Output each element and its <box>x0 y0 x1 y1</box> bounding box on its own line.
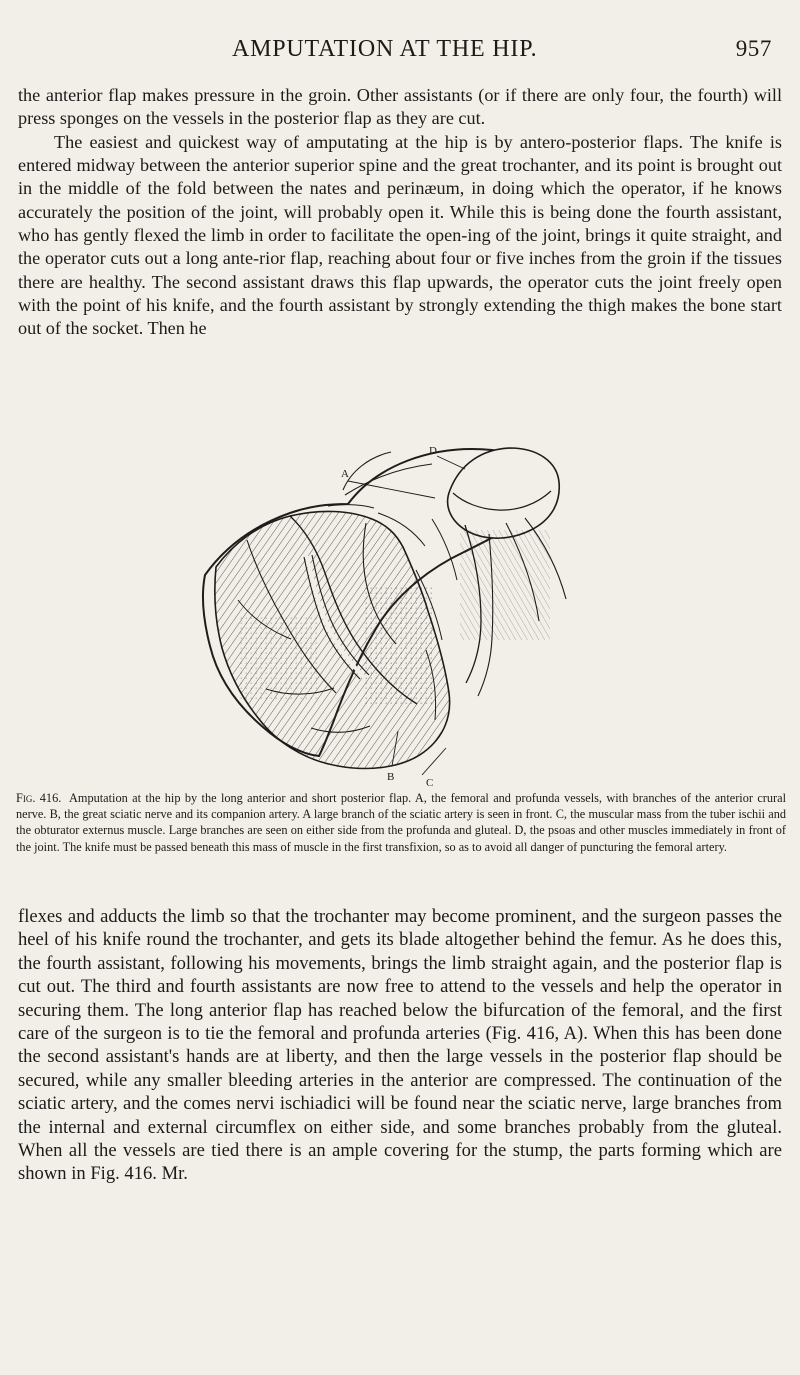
figure-caption <box>16 790 786 855</box>
text-block-top <box>18 84 782 341</box>
running-header <box>70 36 782 70</box>
figure-caption-text: Amputation at the hip by the long anterior and short posterior flap. A, the femoral and profunda vessels, with branches of the anterior crural nerve. B, the great sciatic nerve and its companion artery. A large branch of the sciatic artery is seen in front. C, the muscular mass from the tuber ischii and the obturator externus muscle. Large branches are seen on either side from the profunda and gluteal. D, the psoas and other muscles immediately in front of the joint. The knife must be passed beneath this mass of muscle in the first transfixion, so as to avoid all danger of puncturing the femoral artery. <box>16 791 786 854</box>
label-c: C <box>426 777 434 789</box>
paragraph-continuation-bottom: flexes and adducts the limb so that the trochanter may become prominent, and the surgeon passes the heel of his knife round the trochanter, and gets its blade altogether behind the femur. As he does this, the fourth assistant, following his movements, brings the limb straight again, and the posterior flap is cut out. The third and fourth assistants are now free to attend to the vessels and help the operator in securing them. The long anterior flap has reached below the bifurcation of the femoral, and the first care of the surgeon is to tie the femoral and profunda arteries (Fig. 416, A). When this has been done the second assistant's hands are at liberty, and then the large vessels in the posterior flap should be secured, while any smaller bleeding arteries in the anterior are compressed. The continuation of the sciatic artery, and the comes nervi ischiadici will be found near the sciatic nerve, large branches from the internal and external circumflex on either side, and some branches probably from the gluteal. When all the vessels are tied there is an ample covering for the stump, the parts forming which are shown in Fig. 416. Mr. <box>18 906 782 1185</box>
paragraph-antero-posterior-flaps: The easiest and quickest way of amputating at the hip is by antero-posterior flaps. The knife is entered midway between the anterior superior spine and the great trochanter, and its point is brought out in the middle of the fold between the nates and perinæum, in doing which the operator, if he knows accurately the position of the joint, will probably open it. While this is being done the fourth assistant, who has gently flexed the limb in order to facilitate the open-ing of the joint, brings it quite straight, and the operator cuts out a long ante-rior flap, reaching about four or five inches from the groin if the tissues there are healthy. The second assistant draws this flap upwards, the operator cuts the joint freely open with the point of his knife, and the fourth assistant by strongly extending the thigh makes the bone start out of the socket. Then he <box>18 131 782 339</box>
text-block-bottom <box>18 905 782 1186</box>
page-number: 957 <box>735 36 772 61</box>
hip-amputation-illustration <box>130 402 670 792</box>
figure-caption-label: Fig. 416. <box>16 791 62 805</box>
label-b: B <box>387 771 395 783</box>
anatomical-figure <box>130 402 670 792</box>
paragraph-continuation: the anterior flap makes pressure in the groin. Other assistants (or if there are only four, the fourth) will press sponges on the vessels in the posterior flap as they are cut. <box>18 85 782 129</box>
page-title: AMPUTATION AT THE HIP. <box>232 36 538 62</box>
label-a: A <box>341 468 349 480</box>
label-d: D <box>429 445 437 457</box>
femur-stump <box>448 448 566 696</box>
